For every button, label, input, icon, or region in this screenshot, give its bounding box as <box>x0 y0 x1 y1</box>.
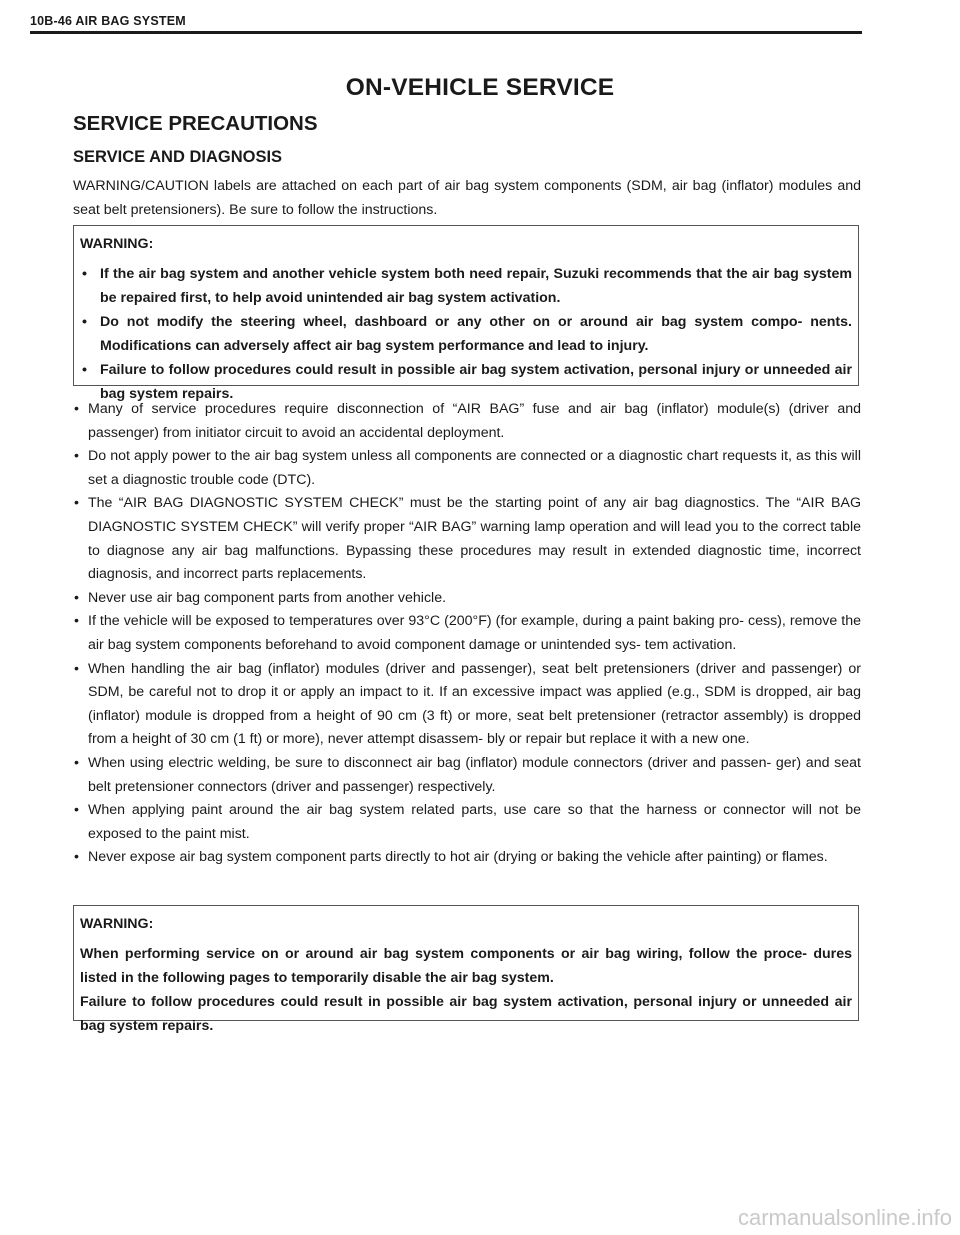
list-item: • Many of service procedures require disconnection of “AIR BAG” fuse and air bag (inflator) module(s) (driver and passenger) from initiator circuit to avoid an accidental deployment. <box>73 398 861 445</box>
list-item: • When applying paint around the air bag system related parts, use care so that the harness or connector will not be exposed to the paint mist. <box>73 799 861 846</box>
list-item: • Never expose air bag system component parts directly to hot air (drying or baking the vehicle after painting) or flames. <box>73 846 861 870</box>
warning-paragraph: When performing service on or around air bag system components or air bag wiring, follow the proce- dures listed in the following pages to temporarily disable the air bag system. <box>80 946 852 986</box>
list-item: • Never use air bag component parts from another vehicle. <box>73 587 861 611</box>
page-title: ON-VEHICLE SERVICE <box>345 74 615 101</box>
warning-item: • Do not modify the steering wheel, dashboard or any other on or around air bag system compo- nents. Modifications can adversely affect air bag system performance and lead to injury. <box>80 310 852 358</box>
list-item: • When using electric welding, be sure to disconnect air bag (inflator) module connectors (driver and passen- ger) and seat belt pretensioner connectors (driver and passenger) respectively. <box>73 752 861 799</box>
list-item: • The “AIR BAG DIAGNOSTIC SYSTEM CHECK” must be the starting point of any air bag diagnostics. The “AIR BAG DIAGNOSTIC SYSTEM CHECK” will verify proper “AIR BAG” warning lamp operation and will lead you to the correct table to diagnose any air bag malfunctions. Bypassing these procedures may result in extended diagnostic time, incorrect diagnosis, and incorrect parts replacements. <box>73 492 861 586</box>
list-item: • Do not apply power to the air bag system unless all components are connected or a diagnostic chart requests it, as this will set a diagnostic trouble code (DTC). <box>73 445 861 492</box>
warning-box-2 <box>73 905 859 1034</box>
header-rule <box>30 31 862 34</box>
subsection-title: SERVICE AND DIAGNOSIS <box>73 148 283 166</box>
warning-box-1 <box>73 225 859 402</box>
warning-item: • Failure to follow procedures could result in possible air bag system activation, personal injury or unneeded air bag system repairs. <box>80 358 852 406</box>
warning-heading: WARNING: <box>80 916 154 932</box>
warning-paragraph: Failure to follow procedures could result in possible air bag system activation, personal injury or unneeded air bag system repairs. <box>80 994 852 1034</box>
intro-paragraph: WARNING/CAUTION labels are attached on each part of air bag system components (SDM, air bag (inflator) modules and seat belt pretensioners). Be sure to follow the instructions. <box>73 178 861 218</box>
section-title: SERVICE PRECAUTIONS <box>73 112 318 135</box>
page-header: 10B-46 AIR BAG SYSTEM <box>30 14 186 28</box>
warning-item: • If the air bag system and another vehicle system both need repair, Suzuki recommends that the air bag system be repaired first, to help avoid unintended air bag system activation. <box>80 262 852 310</box>
watermark: carmanualsonline.info <box>737 1205 952 1230</box>
warning-heading: WARNING: <box>80 236 154 252</box>
list-item: • When handling the air bag (inflator) modules (driver and passenger), seat belt pretensioners (driver and passenger) or SDM, be careful not to drop it or apply an impact to it. If an excessive impact was applied (e.g., SDM is dropped, air bag (inflator) module is dropped from a height of 90 cm (3 ft) or more, seat belt pretensioner (retractor assembly) is dropped from a height of 30 cm (1 ft) or more), never attempt disassem- bly or repair but replace it with a new one. <box>73 658 861 752</box>
precautions-list <box>73 398 861 870</box>
warning-list <box>80 262 852 406</box>
list-item: • If the vehicle will be exposed to temperatures over 93°C (200°F) (for example, during a paint baking pro- cess), remove the air bag system components beforehand to avoid component damage or unintended sys- tem activation. <box>73 610 861 657</box>
